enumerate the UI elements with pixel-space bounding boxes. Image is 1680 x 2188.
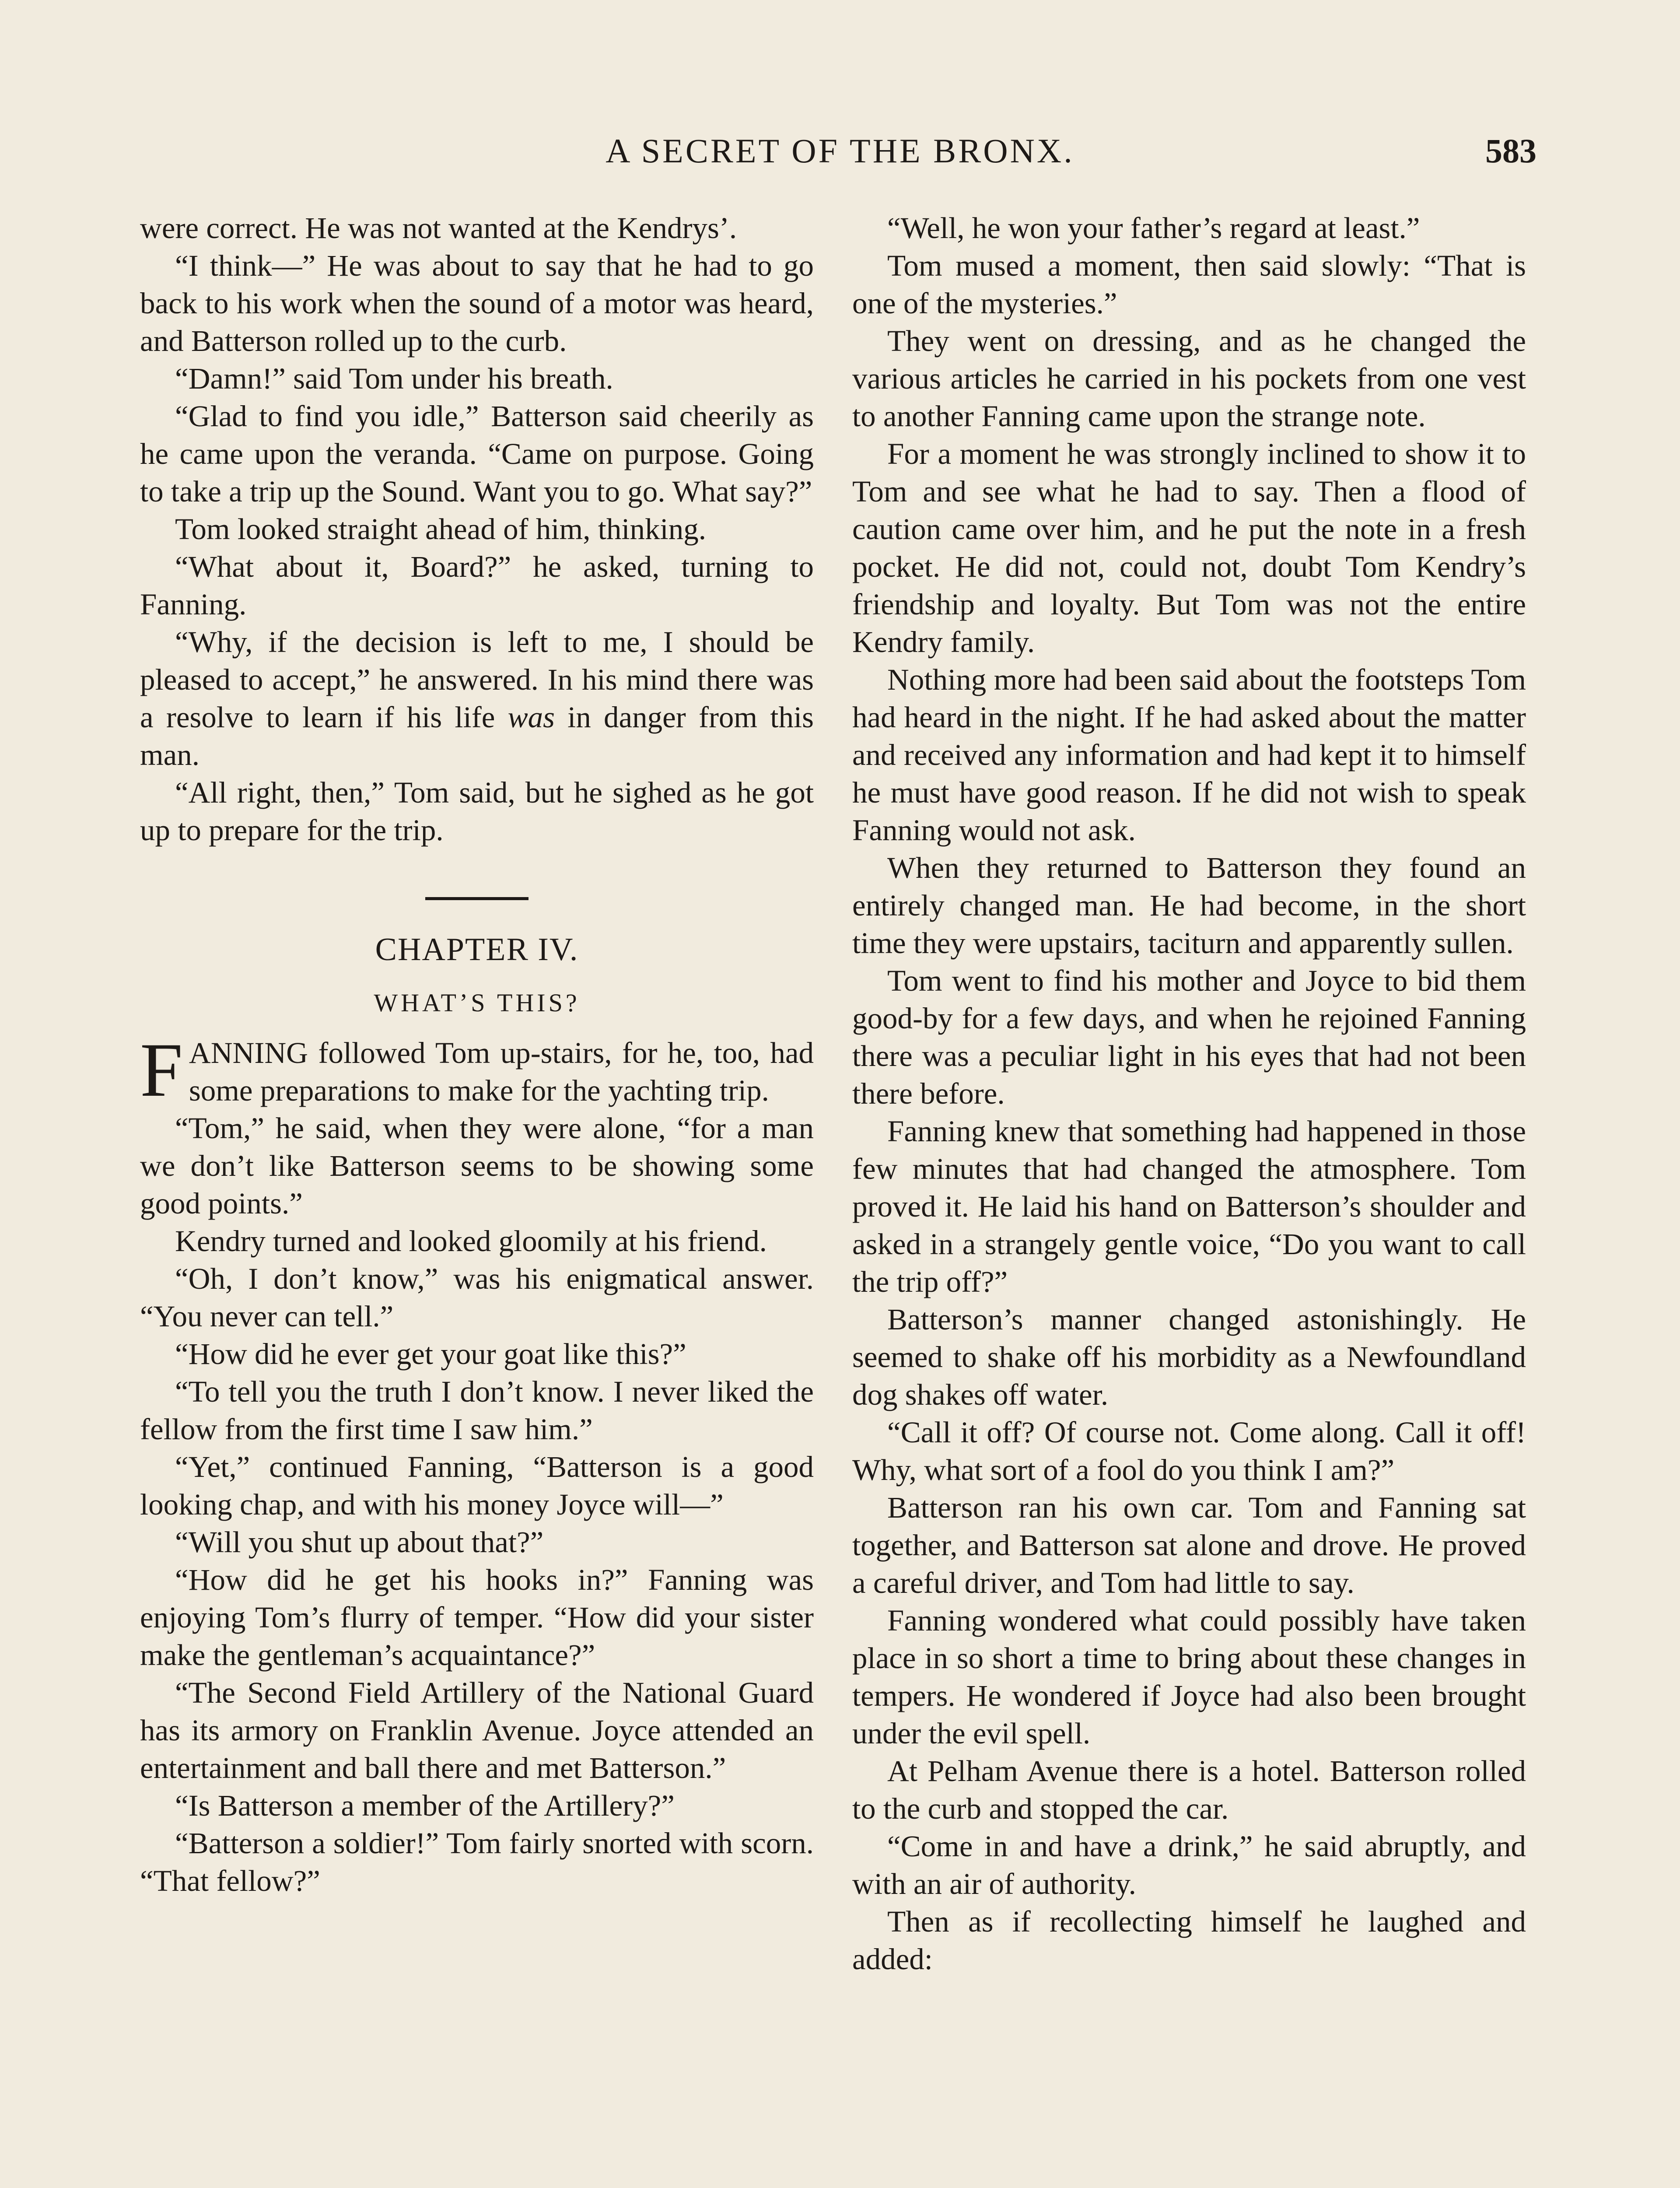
paragraph: “Is Batterson a member of the Artillery?”: [175, 1789, 675, 1822]
paragraph: “Come in and have a drink,” he said abruptly, and with an air of authority.: [852, 1830, 1526, 1900]
paragraph: “Oh, I don’t know,” was his enigmatical answer. “You never can tell.”: [140, 1262, 814, 1333]
paragraph: Tom looked straight ahead of him, thinking.: [175, 512, 706, 546]
paragraph: “Tom,” he said, when they were alone, “for a man we don’t like Batterson seems to be showing some good points.”: [140, 1112, 814, 1220]
paragraph: “Yet,” continued Fanning, “Batterson is a good looking chap, and with his money Joyce will—”: [140, 1450, 814, 1521]
page-number: 583: [1485, 132, 1536, 170]
paragraph: Tom went to find his mother and Joyce to bid them good-by for a few days, and when he rejoined Fanning there was a peculiar light in his eyes that had not been there before.: [852, 964, 1526, 1110]
text-run: in danger from this man.: [140, 701, 814, 771]
paragraph: They went on dressing, and as he changed the various articles he carried in his pockets from one vest to another Fanning came upon the strange note.: [852, 324, 1526, 433]
paragraph: For a moment he was strongly inclined to show it to Tom and see what he had to say. Then a flood of caution came over him, and he put the note in a fresh pocket. He did not, could not, doubt Tom Kendry’s friendship and loyalty. But Tom was not the entire Kendry family.: [852, 437, 1526, 659]
paragraph: Kendry turned and looked gloomily at his friend.: [175, 1224, 767, 1258]
paragraph: Then as if recollecting himself he laughed and added:: [852, 1905, 1526, 1976]
paragraph: “Damn!” said Tom under his breath.: [175, 362, 613, 395]
paragraph: Nothing more had been said about the footsteps Tom had heard in the night. If he had asked about the matter and received any information and had kept it to himself he must have good reason. If he did not wish to speak Fanning would not ask.: [852, 663, 1526, 847]
paragraph-with-emphasis: [140, 623, 814, 774]
section-divider: [425, 897, 528, 900]
paragraph: “What about it, Board?” he asked, turning to Fanning.: [140, 550, 814, 621]
running-title: A SECRET OF THE BRONX.: [606, 132, 1074, 170]
paragraph: “The Second Field Artillery of the National Guard has its armory on Franklin Avenue. Joyce attended an entertainment and ball there and met Batterson.”: [140, 1676, 814, 1785]
paragraph: Tom mused a moment, then said slowly: “That is one of the mysteries.”: [852, 249, 1526, 320]
paragraph: “I think—” He was about to say that he had to go back to his work when the sound of a motor was heard, and Batterson rolled up to the curb.: [140, 249, 814, 358]
drop-cap: F: [140, 1027, 183, 1113]
paragraph: At Pelham Avenue there is a hotel. Batterson rolled to the curb and stopped the car.: [852, 1754, 1526, 1825]
paragraph: “Will you shut up about that?”: [175, 1525, 544, 1559]
italic-word: was: [508, 701, 555, 734]
paragraph: “To tell you the truth I don’t know. I never liked the fellow from the first time I saw him.”: [140, 1375, 814, 1446]
paragraph: “Call it off? Of course not. Come along. Call it off! Why, what sort of a fool do you think I am?”: [852, 1416, 1526, 1487]
paragraph: Fanning knew that something had happened in those few minutes that had changed the atmosphere. Tom proved it. He laid his hand on Batterson’s shoulder and asked in a strangely gentle voice, “Do you want to call the trip off?”: [852, 1115, 1526, 1298]
right-column: [852, 209, 1526, 1978]
page-header: [0, 131, 1680, 179]
paragraph: “Glad to find you idle,” Batterson said cheerily as he came upon the veranda. “Came on purpose. Going to take a trip up the Sound. Want you to go. What say?”: [140, 400, 814, 508]
paragraph: When they returned to Batterson they found an entirely changed man. He had become, in the short time they were upstairs, taciturn and apparently sullen.: [852, 851, 1526, 960]
paragraph: “Well, he won your father’s regard at least.”: [887, 211, 1420, 245]
paragraph: Fanning wondered what could possibly have taken place in so short a time to bring about these changes in tempers. He wondered if Joyce had also been brought under the evil spell.: [852, 1604, 1526, 1750]
chapter-title: CHAPTER IV.: [375, 932, 579, 968]
paragraph: Batterson ran his own car. Tom and Fanning sat together, and Batterson sat alone and drove. He proved a careful driver, and Tom had little to say.: [852, 1491, 1526, 1599]
paragraph: “All right, then,” Tom said, but he sighed as he got up to prepare for the trip.: [140, 776, 814, 847]
text-run: ANNING followed Tom up-stairs, for he, too, had some preparations to make for the yachting trip.: [189, 1036, 814, 1107]
paragraph: Batterson’s manner changed astonishingly. He seemed to shake off his morbidity as a Newfoundland dog shakes off water.: [852, 1303, 1526, 1411]
paragraph: “How did he ever get your goat like this?”: [175, 1337, 686, 1371]
paragraph: “How did he get his hooks in?” Fanning was enjoying Tom’s flurry of temper. “How did your sister make the gentleman’s acquaintance?”: [140, 1563, 814, 1672]
text-run: “Why, if the decision is left to me, I should be pleased to accept,” he answered. In his mind there was a resolve to learn if his life: [140, 625, 814, 734]
chapter-opening-paragraph: [140, 1027, 814, 1113]
left-column: [140, 209, 814, 1900]
chapter-subtitle: WHAT’S THIS?: [374, 989, 580, 1017]
paragraph: were correct. He was not wanted at the Kendrys’.: [140, 211, 737, 245]
paragraph: “Batterson a soldier!” Tom fairly snorted with scorn. “That fellow?”: [140, 1827, 814, 1897]
